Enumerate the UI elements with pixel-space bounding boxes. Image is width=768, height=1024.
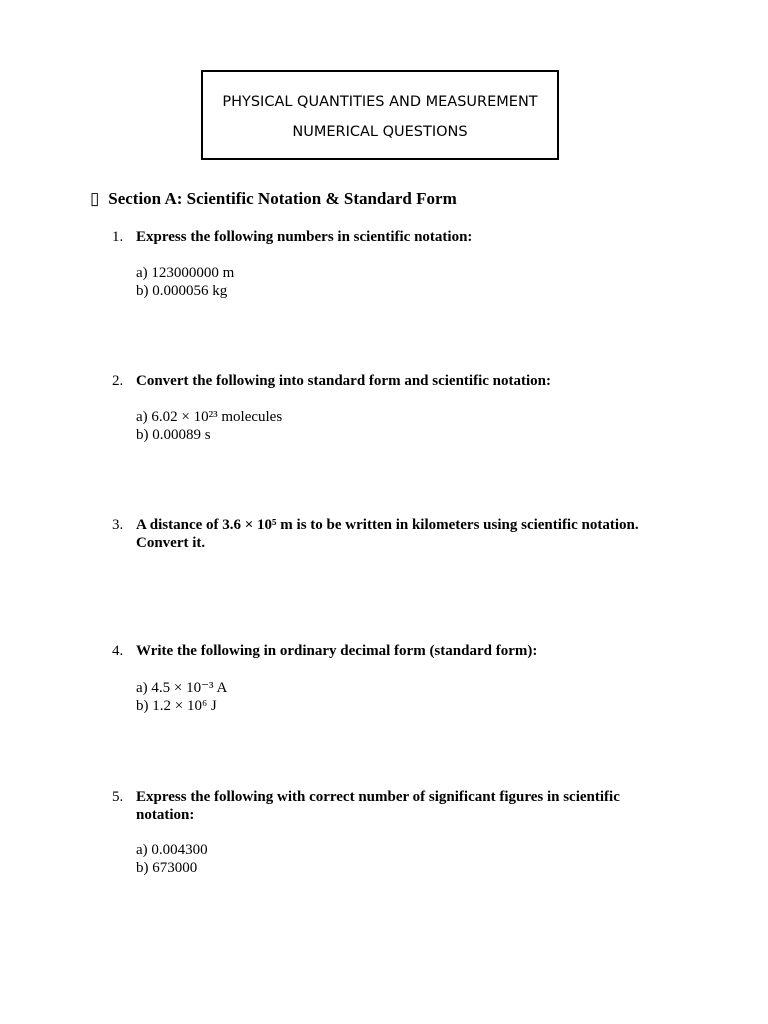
document-title: PHYSICAL QUANTITIES AND MEASUREMENT [222,94,538,110]
question-number: 5. [112,789,124,805]
question-number: 2. [112,373,124,389]
question-text: Write the following in ordinary decimal form (standard form): [136,643,538,659]
option-item: a) 4.5 × 10⁻³ A [136,680,228,696]
question-options [136,679,227,715]
question-text: Convert the following into standard form and scientific notation: [136,373,551,389]
question-number: 4. [112,643,124,659]
option-item: b) 0.000056 kg [136,283,228,299]
question-options [136,264,234,300]
section-heading [90,189,457,209]
option-item: b) 1.2 × 10⁶ J [136,698,217,714]
option-item: b) 673000 [136,860,198,876]
question-text: A distance of 3.6 × 10⁵ m is to be written in kilometers using scientific notation. Convert it. [136,517,639,551]
question-number: 1. [112,229,124,245]
question-text: Express the following with correct number of significant figures in scientific notation: [136,789,620,823]
question-options [136,408,282,444]
question-options [136,841,208,877]
document-subtitle: NUMERICAL QUESTIONS [292,124,468,140]
document-title-box [201,70,559,160]
option-item: a) 6.02 × 10²³ molecules [136,409,283,425]
checkbox-icon: ▯ [90,189,100,208]
option-item: a) 123000000 m [136,265,235,281]
question-text: Express the following numbers in scientific notation: [136,229,473,245]
question-number: 3. [112,517,124,533]
option-item: a) 0.004300 [136,842,208,858]
section-title: Section A: Scientific Notation & Standard Form [108,189,457,208]
option-item: b) 0.00089 s [136,427,211,443]
